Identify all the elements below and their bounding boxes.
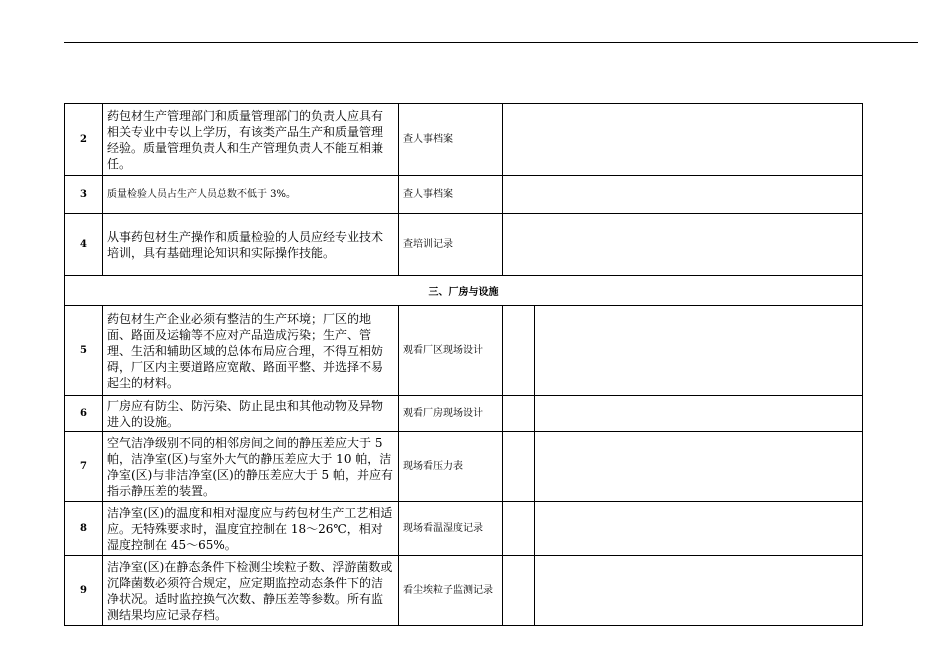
- requirement-text: 质量检验人员占生产人员总数不低于 3%。: [103, 176, 399, 214]
- remark-cell: [535, 396, 863, 432]
- check-method: 现场看压力表: [399, 432, 503, 502]
- check-method: 看尘埃粒子监测记录: [399, 556, 503, 626]
- result-cell: [503, 306, 535, 396]
- remark-cell: [535, 556, 863, 626]
- requirement-text: 药包材生产企业必须有整洁的生产环境；厂区的地面、路面及运输等不应对产品造成污染；生产、管理、生活和辅助区域的总体布局应合理，不得互相妨碍，厂区内主要道路应宽敞、路面平整、并选择不易起尘的材料。: [103, 306, 399, 396]
- table-row: [65, 556, 863, 626]
- item-number: 7: [65, 432, 103, 502]
- result-cell: [503, 502, 535, 556]
- section-title: 三、厂房与设施: [65, 276, 863, 306]
- requirement-text: 洁净室(区)的温度和相对湿度应与药包材生产工艺相适应。无特殊要求时，温度宜控制在 18～26℃，相对湿度控制在 45～65%。: [103, 502, 399, 556]
- remark-cell: [503, 214, 863, 276]
- remark-cell: [535, 432, 863, 502]
- check-method: 查人事档案: [399, 104, 503, 176]
- table-row: [65, 432, 863, 502]
- table-row: [65, 214, 863, 276]
- table-row: [65, 396, 863, 432]
- item-number: 2: [65, 104, 103, 176]
- requirement-text: 洁净室(区)在静态条件下检测尘埃粒子数、浮游菌数或沉降菌数必须符合规定，应定期监控动态条件下的洁净状况。适时监控换气次数、静压差等参数。所有监测结果均应记录存档。: [103, 556, 399, 626]
- remark-cell: [535, 502, 863, 556]
- result-cell: [503, 556, 535, 626]
- result-cell: [503, 432, 535, 502]
- inspection-table: [64, 103, 863, 626]
- check-method: 观看厂区现场设计: [399, 306, 503, 396]
- table-row: [65, 104, 863, 176]
- item-number: 9: [65, 556, 103, 626]
- item-number: 3: [65, 176, 103, 214]
- item-number: 8: [65, 502, 103, 556]
- item-number: 6: [65, 396, 103, 432]
- check-method: 查人事档案: [399, 176, 503, 214]
- check-method: 现场看温湿度记录: [399, 502, 503, 556]
- item-number: 5: [65, 306, 103, 396]
- table-row: [65, 176, 863, 214]
- section-row: [65, 276, 863, 306]
- requirement-text: 空气洁净级别不同的相邻房间之间的静压差应大于 5 帕，洁净室(区)与室外大气的静压差应大于 10 帕，洁净室(区)与非洁净室(区)的静压差应大于 5 帕，并应有指示静压差的装置。: [103, 432, 399, 502]
- result-cell: [503, 396, 535, 432]
- header-rule: [64, 42, 918, 43]
- check-method: 查培训记录: [399, 214, 503, 276]
- remark-cell: [503, 176, 863, 214]
- requirement-text: 从事药包材生产操作和质量检验的人员应经专业技术培训，具有基础理论知识和实际操作技能。: [103, 214, 399, 276]
- requirement-text: 厂房应有防尘、防污染、防止昆虫和其他动物及异物进入的设施。: [103, 396, 399, 432]
- remark-cell: [503, 104, 863, 176]
- check-method: 观看厂房现场设计: [399, 396, 503, 432]
- remark-cell: [535, 306, 863, 396]
- table-row: [65, 306, 863, 396]
- table-row: [65, 502, 863, 556]
- item-number: 4: [65, 214, 103, 276]
- requirement-text: 药包材生产管理部门和质量管理部门的负责人应具有相关专业中专以上学历，有该类产品生产和质量管理经验。质量管理负责人和生产管理负责人不能互相兼任。: [103, 104, 399, 176]
